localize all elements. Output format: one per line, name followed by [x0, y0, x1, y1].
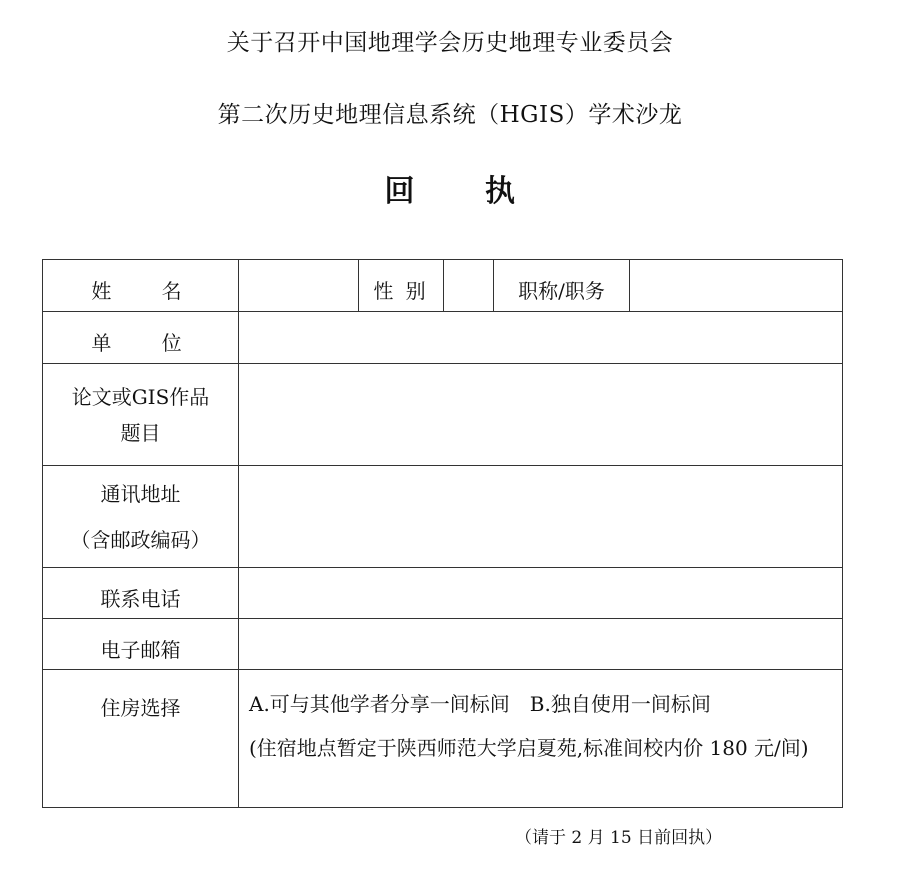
receipt-heading-char-2: 执 [485, 174, 516, 209]
title-line-2: 第二次历史地理信息系统（HGIS）学术沙龙 [217, 102, 683, 128]
address-label [43, 466, 239, 568]
position-label: 职称/职务 [494, 260, 630, 312]
email-label: 电子邮箱 [43, 619, 239, 670]
paper-title-label-line-2: 题目 [120, 420, 161, 445]
address-label-line-2: （含邮政编码） [70, 527, 211, 552]
housing-options[interactable]: A.可与其他学者分享一间标间 B.独自使用一间标间 [249, 692, 711, 716]
name-label: 姓 名 [43, 260, 239, 312]
address-field[interactable] [239, 466, 843, 568]
paper-title-label-line-1: 论文或GIS作品 [71, 384, 210, 409]
phone-field[interactable] [239, 568, 843, 619]
unit-label: 单 位 [43, 312, 239, 364]
unit-field[interactable] [239, 312, 843, 364]
gender-label: 性 别 [359, 260, 444, 312]
receipt-heading-char-1: 回 [384, 174, 415, 209]
position-field[interactable] [630, 260, 843, 312]
paper-title-label [43, 364, 239, 466]
phone-label: 联系电话 [43, 568, 239, 619]
housing-field[interactable] [239, 670, 843, 808]
row-address [43, 466, 843, 568]
row-name [43, 260, 843, 312]
gender-field[interactable] [444, 260, 494, 312]
housing-label: 住房选择 [43, 670, 239, 808]
name-field[interactable] [239, 260, 359, 312]
row-housing [43, 670, 843, 808]
email-field[interactable] [239, 619, 843, 670]
row-unit [43, 312, 843, 364]
address-label-line-1: 通讯地址 [100, 481, 181, 506]
row-paper-title [43, 364, 843, 466]
row-email [43, 619, 843, 670]
paper-title-field[interactable] [239, 364, 843, 466]
housing-note: (住宿地点暂定于陕西师范大学启夏苑,标准间校内价 180 元/间) [249, 736, 809, 760]
deadline-note: （请于 2 月 15 日前回执） [515, 828, 723, 848]
registration-form-table [42, 259, 843, 808]
receipt-heading [0, 166, 900, 210]
row-phone [43, 568, 843, 619]
title-line-1: 关于召开中国地理学会历史地理专业委员会 [226, 30, 674, 56]
